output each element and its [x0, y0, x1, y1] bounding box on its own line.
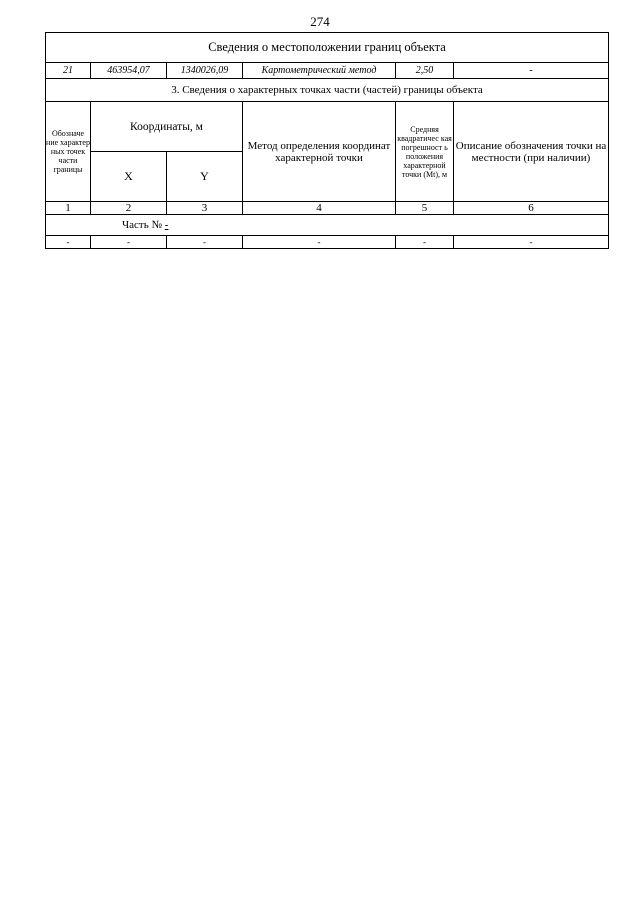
- header-coordinates: Координаты, м: [91, 102, 243, 152]
- title-row: [46, 33, 609, 63]
- header-precision: Средняя квадратичес кая погрешност ь положения характерной точки (Mt), м: [396, 102, 454, 202]
- empty-cell: -: [396, 236, 454, 249]
- part-row: [46, 215, 609, 236]
- empty-row: [46, 236, 609, 249]
- column-numbers-row: [46, 202, 609, 215]
- column-number: 5: [396, 202, 454, 215]
- empty-cell: -: [454, 236, 609, 249]
- column-number: 2: [91, 202, 167, 215]
- record-x: 463954,07: [91, 63, 167, 79]
- record-y: 1340026,09: [167, 63, 243, 79]
- section3-row: [46, 79, 609, 102]
- column-number: 3: [167, 202, 243, 215]
- part-heading: [46, 215, 609, 236]
- record-description: -: [454, 63, 609, 79]
- record-row: [46, 63, 609, 79]
- part-label: Часть №: [122, 219, 162, 231]
- header-x: X: [91, 152, 167, 202]
- boundary-table: [45, 32, 609, 249]
- column-number: 4: [243, 202, 396, 215]
- empty-cell: -: [91, 236, 167, 249]
- header-y: Y: [167, 152, 243, 202]
- header-method: Метод определения координат характерной точки: [243, 102, 396, 202]
- column-number: 6: [454, 202, 609, 215]
- empty-cell: -: [46, 236, 91, 249]
- record-precision: 2,50: [396, 63, 454, 79]
- empty-cell: -: [243, 236, 396, 249]
- section-title: Сведения о местоположении границ объекта: [46, 33, 609, 63]
- column-number: 1: [46, 202, 91, 215]
- header-description: Описание обозначения точки на местности (при наличии): [454, 102, 609, 202]
- header-point-designation: Обозначе ние характер ных точек части границы: [46, 102, 91, 202]
- record-method: Картометрический метод: [243, 63, 396, 79]
- section3-title: 3. Сведения о характерных точках части (частей) границы объекта: [46, 79, 609, 102]
- header-row-top: [46, 102, 609, 152]
- record-point: 21: [46, 63, 91, 79]
- part-number: -: [164, 219, 169, 231]
- page-number: 274: [310, 14, 330, 29]
- empty-cell: -: [167, 236, 243, 249]
